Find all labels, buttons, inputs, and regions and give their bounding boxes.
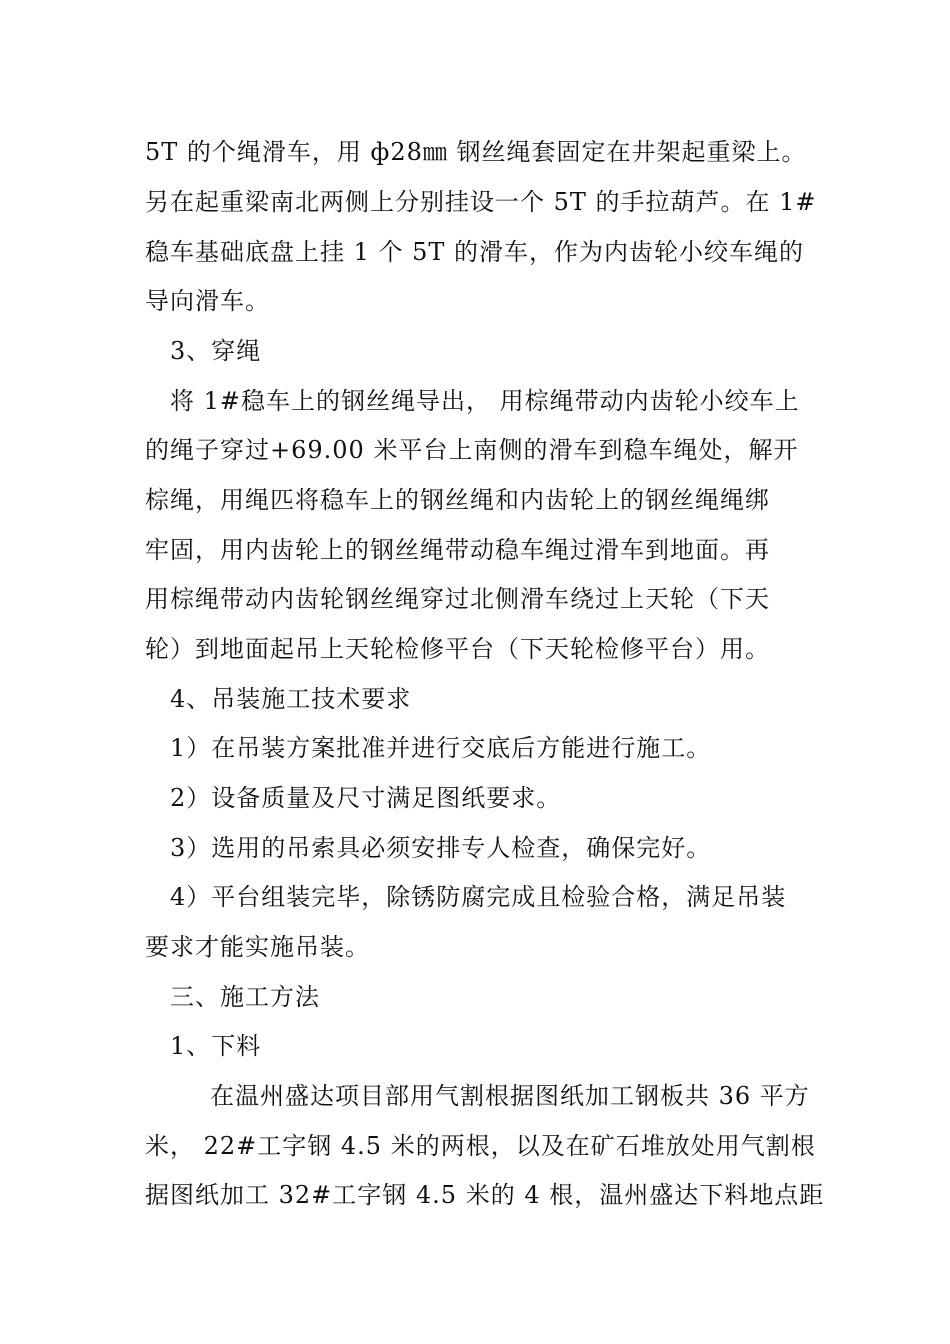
list-item: 4）平台组装完毕，除锈防腐完成且检验合格，满足吊装 bbox=[170, 883, 787, 911]
list-item: 2）设备质量及尺寸满足图纸要求。 bbox=[170, 784, 562, 812]
body-text-line: 另在起重梁南北两侧上分别挂设一个 5T 的手拉葫芦。在 1# bbox=[145, 188, 817, 216]
list-item: 3）选用的吊索具必须安排专人检查，确保完好。 bbox=[170, 834, 712, 862]
body-text-line: 牢固，用内齿轮上的钢丝绳带动稳车绳过滑车到地面。再 bbox=[145, 536, 770, 564]
list-item: 1）在吊装方案批准并进行交底后方能进行施工。 bbox=[170, 734, 712, 762]
body-text-line: 轮）到地面起吊上天轮检修平台（下天轮检修平台）用。 bbox=[145, 635, 770, 663]
body-text-line: 棕绳，用绳匹将稳车上的钢丝绳和内齿轮上的钢丝绳绳绑 bbox=[145, 486, 770, 514]
section-heading: 3、穿绳 bbox=[170, 337, 262, 365]
body-text-line: 的绳子穿过+69.00 米平台上南侧的滑车到稳车绳处，解开 bbox=[145, 436, 799, 464]
section-heading: 1、下料 bbox=[170, 1032, 262, 1060]
body-text-line: 5T 的个绳滑车，用 ф28㎜ 钢丝绳套固定在井架起重梁上。 bbox=[145, 138, 807, 166]
body-text-line: 要求才能实施吊装。 bbox=[145, 933, 370, 961]
body-text-line: 将 1#稳车上的钢丝绳导出， 用棕绳带动内齿轮小绞车上 bbox=[170, 387, 800, 415]
chapter-heading: 三、施工方法 bbox=[170, 983, 320, 1011]
body-text-line: 据图纸加工 32#工字钢 4.5 米的 4 根，温州盛达下料地点距 bbox=[145, 1181, 825, 1209]
body-text-line: 导向滑车。 bbox=[145, 287, 270, 315]
body-text-line: 稳车基础底盘上挂 1 个 5T 的滑车，作为内齿轮小绞车绳的 bbox=[145, 238, 805, 266]
section-heading: 4、吊装施工技术要求 bbox=[170, 685, 412, 713]
body-text-line: 米， 22#工字钢 4.5 米的两根，以及在矿石堆放处用气割根 bbox=[145, 1132, 816, 1160]
body-text-line: 用棕绳带动内齿轮钢丝绳穿过北侧滑车绕过上天轮（下天 bbox=[145, 585, 770, 613]
body-text-line: 在温州盛达项目部用气割根据图纸加工钢板共 36 平方 bbox=[210, 1082, 810, 1110]
